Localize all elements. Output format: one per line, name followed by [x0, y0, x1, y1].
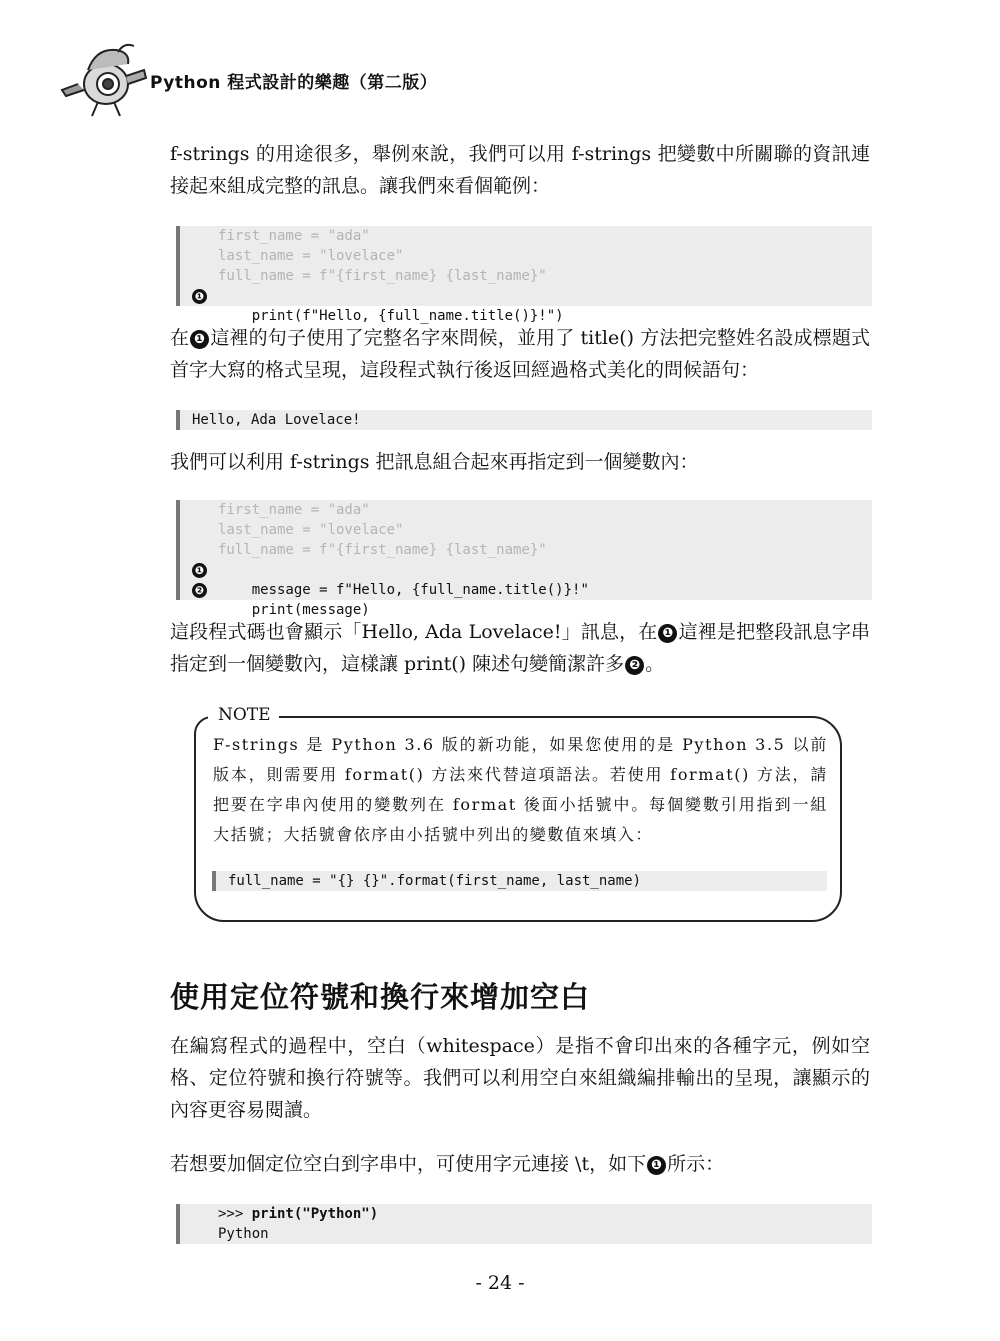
callout-marker-2: ❷ — [625, 656, 644, 675]
callout-marker-1: ❶ — [647, 1156, 666, 1175]
book-title: Python 程式設計的樂趣（第二版） — [150, 73, 438, 93]
section-heading: 使用定位符號和換行來增加空白 — [170, 980, 591, 1014]
variable-paragraph: 我們可以利用 f-strings 把訊息組合起來再指定到一個變數內： — [170, 451, 699, 473]
note-label: NOTE — [208, 703, 279, 727]
code-line: first_name = "ada" — [218, 502, 370, 518]
code-line: full_name = f"{first_name} {last_name}" — [218, 542, 547, 558]
code-output-line: Python — [218, 1226, 269, 1242]
callout-marker-1: ❶ — [658, 624, 677, 643]
code-line: last_name = "lovelace" — [218, 522, 404, 538]
code-block-fstring-example — [176, 226, 872, 324]
code-block-print-python — [176, 1204, 872, 1244]
code-block-message-example — [176, 500, 872, 618]
code-line: full_name = f"{first_name} {last_name}" — [218, 268, 547, 284]
code-line: ❷ print(message) — [180, 580, 872, 600]
tab-paragraph: 若想要加個定位空白到字串中，可使用字元連接 \t，如下 ❶ 所示： — [170, 1153, 725, 1175]
output-block — [176, 410, 872, 430]
explanation-paragraph: 在 ❶ 這裡的句子使用了完整名字來問候，並用了 title() 方法把完整姓名設成標題式首字大寫的格式呈現，這段程式執行後返回經過格式美化的問候語句： — [170, 327, 870, 381]
code-line: first_name = "ada" — [218, 228, 370, 244]
callout-marker-1: ❶ — [192, 289, 207, 304]
code-line: ❶ print(f"Hello, {full_name.title()}!") — [180, 286, 872, 306]
code-line: >>> print("Python") — [218, 1206, 379, 1222]
code-line: full_name = "{} {}".format(first_name, last_name) — [228, 873, 642, 889]
whitespace-paragraph: 在編寫程式的過程中，空白（whitespace）是指不會印出來的各種字元，例如空格、定位符號和換行符號等。我們可以利用空白來組織編排輸出的呈現，讓顯示的內容更容易閱讀。 — [170, 1035, 870, 1121]
callout-marker-1: ❶ — [192, 563, 207, 578]
intro-paragraph: f-strings 的用途很多，舉例來說，我們可以用 f-strings 把變數中所關聯的資訊連接起來組成完整的訊息。讓我們來看個範例： — [170, 143, 870, 197]
robot-python-mascot-icon — [58, 40, 148, 118]
callout-marker-1: ❶ — [190, 330, 209, 349]
note-text: F-strings 是 Python 3.6 版的新功能，如果您使用的是 Python 3.5 以前版本，則需要用 format() 方法來代替這項語法。若使用 format() 方法，請把要在字串內使用的變數列在 format 後面小括號中。每個變數引用指到一組大括號；大括號會依序由小括號中列出的變數值來填入： — [213, 735, 828, 844]
code-line: last_name = "lovelace" — [218, 248, 404, 264]
page-number: - 24 - — [475, 1272, 525, 1294]
message-explanation-paragraph: 這段程式碼也會顯示「Hello, Ada Lovelace!」訊息，在 ❶ 這裡是把整段訊息字串指定到一個變數內，這樣讓 print() 陳述句變簡潔許多 ❷ 。 — [170, 621, 870, 675]
output-line: Hello, Ada Lovelace! — [192, 412, 361, 428]
callout-marker-2: ❷ — [192, 583, 207, 598]
note-code-block — [212, 871, 827, 891]
code-line: ❶ message = f"Hello, {full_name.title()}!" — [180, 560, 872, 580]
